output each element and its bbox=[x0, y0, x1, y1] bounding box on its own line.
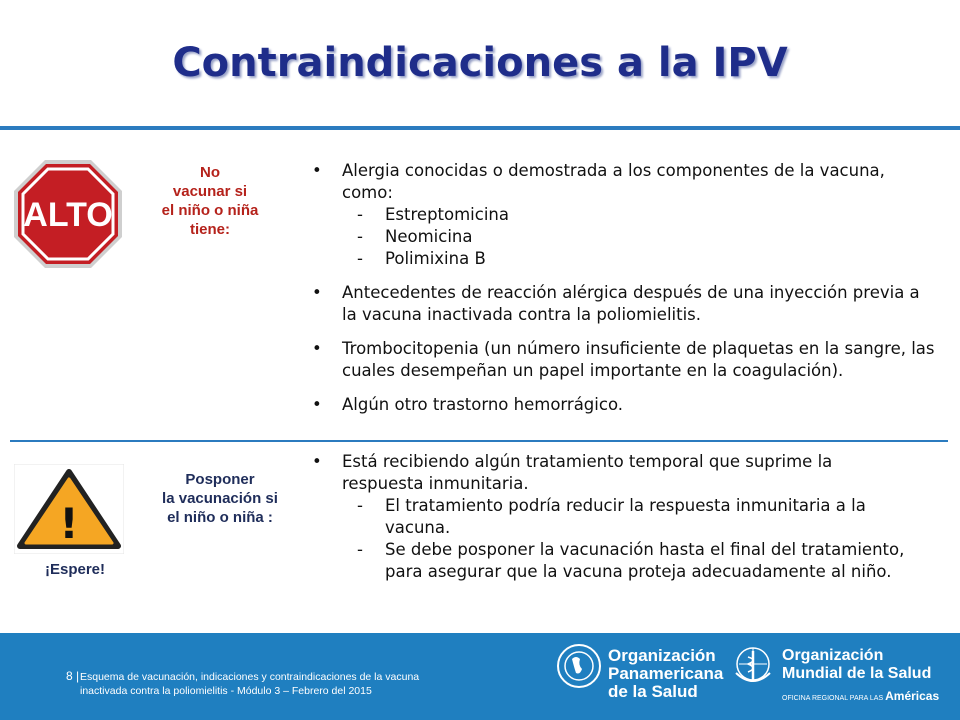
stop-sign-icon bbox=[12, 158, 124, 270]
footer-text: Esquema de vacunación, indicaciones y contraindicaciones de la vacuna inactivada contra la poliomielitis - Módulo 3 – Febrero del 2015 bbox=[80, 671, 420, 697]
list-item: • Antecedentes de reacción alérgica después de una inyección previa a la vacuna inactivada contra la poliomielitis. bbox=[312, 283, 920, 324]
warning-icon bbox=[14, 464, 124, 554]
svg-text:!: ! bbox=[59, 499, 79, 548]
do-not-vaccinate-label: No vacunar si el niño o niña tiene: bbox=[161, 164, 259, 238]
list-item: • Alergia conocidas o demostrada a los componentes de la vacuna, como: - Estreptomicina - Neomicina - Polimixina B bbox=[312, 161, 885, 268]
postpone-list bbox=[312, 451, 942, 595]
postpone-label: Posponer la vacunación si el niño o niña : bbox=[162, 471, 278, 526]
who-emblem-icon bbox=[730, 643, 776, 689]
who-region-text: OFICINA REGIONAL PARA LAS Américas bbox=[782, 689, 940, 703]
top-divider bbox=[0, 126, 960, 130]
section-divider bbox=[10, 440, 948, 442]
paho-seal-icon bbox=[556, 643, 602, 689]
wait-label: ¡Espere! bbox=[44, 561, 106, 578]
list-item: • Está recibiendo algún tratamiento temporal que suprime la respuesta inmunitaria. - El tratamiento podría reducir la respuesta inmunitaria a la vacuna. - Se debe posponer la vacunación hasta el final del tratamiento, para asegurar que la vacuna proteja adecuadamente al niño. bbox=[312, 452, 905, 581]
page-number: 8 | bbox=[66, 669, 80, 683]
paho-logo: Organización Panamericana de la Salud bbox=[608, 646, 724, 701]
footer-bar bbox=[0, 633, 960, 720]
contraindications-list bbox=[312, 160, 942, 428]
list-item: • Algún otro trastorno hemorrágico. bbox=[312, 395, 623, 414]
stop-sign-text: ALTO bbox=[23, 196, 113, 234]
page-title: Contraindicaciones a la IPV bbox=[172, 40, 788, 86]
list-item: • Trombocitopenia (un número insuficiente de plaquetas en la sangre, las cuales desempeñan un papel importante en la coagulación). bbox=[312, 339, 935, 380]
who-logo: Organización Mundial de la Salud bbox=[782, 647, 932, 682]
